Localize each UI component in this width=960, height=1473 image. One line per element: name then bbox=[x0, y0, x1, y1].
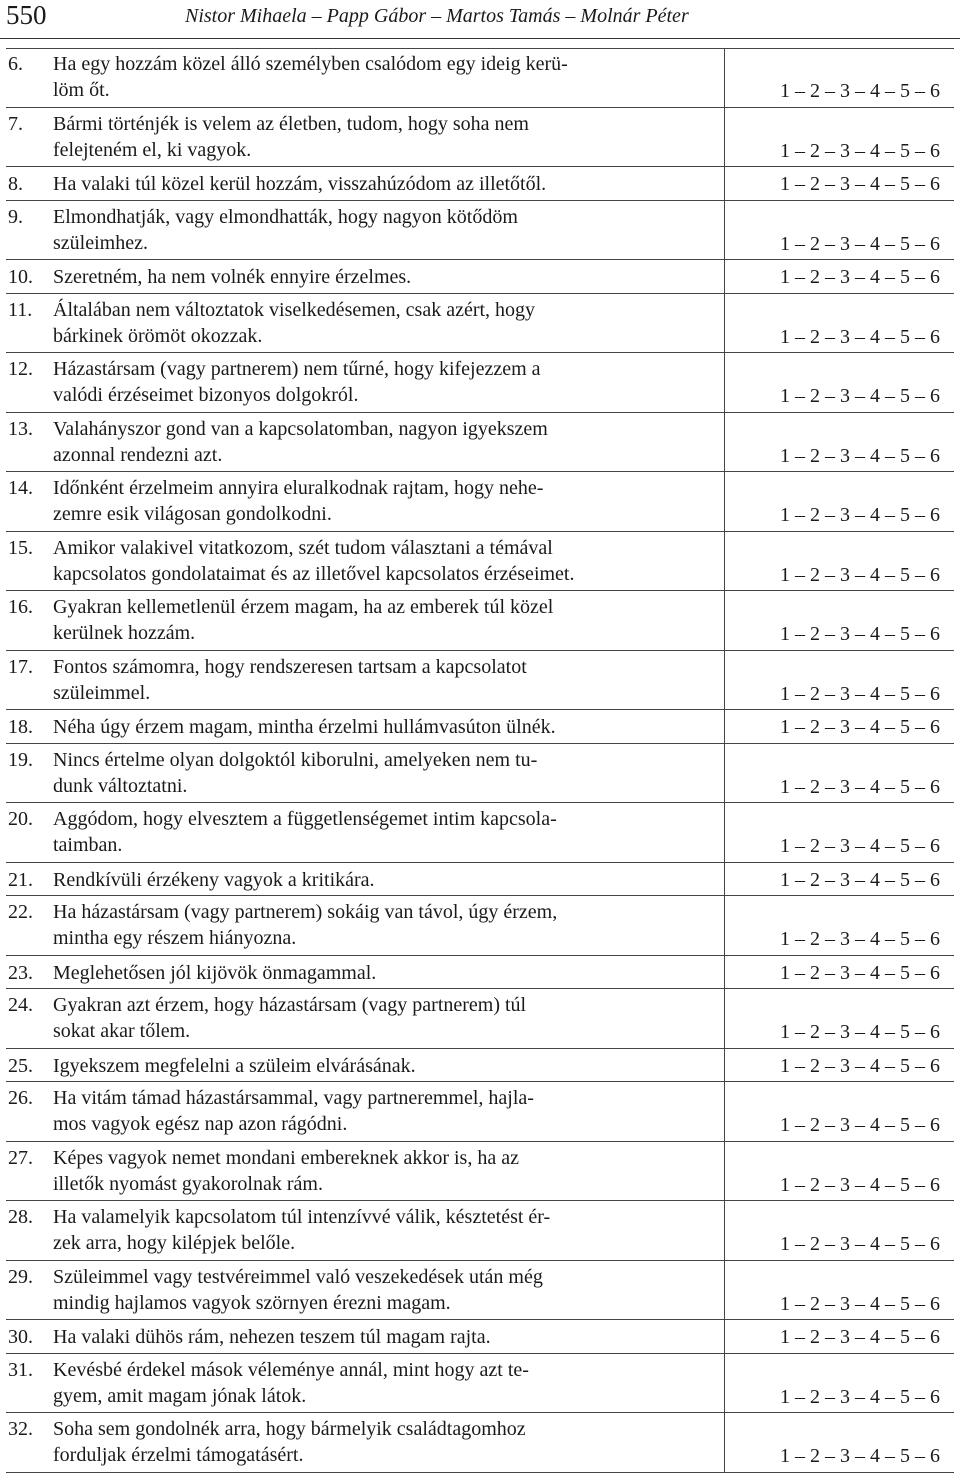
item-statement: Valahányszor gond van a kapcsolatomban, nagyon igyekszem azonnal rendezni azt. bbox=[53, 417, 548, 466]
item-statement: Soha sem gondolnék arra, hogy bármelyik családtagomhoz forduljak érzelmi támogatásért. bbox=[53, 1418, 526, 1466]
rating-scale: 1 – 2 – 3 – 4 – 5 – 6 bbox=[780, 1445, 940, 1467]
column-divider bbox=[724, 353, 725, 412]
item-number: 25. bbox=[8, 1054, 33, 1077]
column-divider bbox=[724, 1261, 725, 1320]
item-number: 31. bbox=[8, 1358, 33, 1381]
rating-scale: 1 – 2 – 3 – 4 – 5 – 6 bbox=[780, 1326, 940, 1348]
item-number: 23. bbox=[8, 961, 33, 984]
column-divider bbox=[724, 744, 725, 803]
table-row bbox=[6, 591, 954, 651]
item-statement: Néha úgy érzem magam, mintha érzelmi hullámvasúton ülnék. bbox=[53, 716, 556, 738]
rating-scale: 1 – 2 – 3 – 4 – 5 – 6 bbox=[780, 716, 940, 738]
page-number: 550 bbox=[6, 0, 47, 30]
table-row bbox=[6, 532, 954, 592]
table-row bbox=[6, 1261, 954, 1321]
item-number: 26. bbox=[8, 1087, 33, 1109]
rating-scale: 1 – 2 – 3 – 4 – 5 – 6 bbox=[780, 1114, 940, 1136]
rating-scale: 1 – 2 – 3 – 4 – 5 – 6 bbox=[780, 1021, 940, 1043]
rating-scale: 1 – 2 – 3 – 4 – 5 – 6 bbox=[780, 1385, 940, 1408]
header-rule bbox=[0, 38, 960, 39]
table-row bbox=[6, 863, 954, 897]
column-divider bbox=[724, 167, 725, 200]
rating-scale: 1 – 2 – 3 – 4 – 5 – 6 bbox=[780, 961, 940, 984]
column-divider bbox=[724, 294, 725, 353]
column-divider bbox=[724, 651, 725, 710]
item-statement: Ha vitám támad házastársammal, vagy partneremmel, hajla- mos vagyok egész nap azon rágódni. bbox=[53, 1087, 534, 1135]
rating-scale: 1 – 2 – 3 – 4 – 5 – 6 bbox=[780, 928, 940, 950]
item-number: 16. bbox=[8, 596, 33, 618]
column-divider bbox=[724, 1049, 725, 1082]
item-statement: Szeretném, ha nem volnék ennyire érzelmes. bbox=[53, 266, 412, 288]
rating-scale: 1 – 2 – 3 – 4 – 5 – 6 bbox=[780, 232, 940, 255]
item-statement: Elmondhatják, vagy elmondhatták, hogy nagyon kötődöm szüleimhez. bbox=[53, 205, 518, 254]
item-number: 19. bbox=[8, 748, 33, 771]
table-row bbox=[6, 1320, 954, 1354]
rating-scale: 1 – 2 – 3 – 4 – 5 – 6 bbox=[780, 139, 940, 162]
item-number: 27. bbox=[8, 1146, 33, 1169]
table-row bbox=[6, 201, 954, 261]
table-row bbox=[6, 413, 954, 473]
rating-scale: 1 – 2 – 3 – 4 – 5 – 6 bbox=[780, 1292, 940, 1315]
item-number: 9. bbox=[8, 205, 23, 228]
table-row bbox=[6, 167, 954, 201]
item-statement: Házastársam (vagy partnerem) nem tűrné, hogy kifejezzem a valódi érzéseimet bizonyos dolgokról. bbox=[53, 358, 541, 406]
column-divider bbox=[724, 1354, 725, 1413]
table-row bbox=[6, 48, 954, 108]
rating-scale: 1 – 2 – 3 – 4 – 5 – 6 bbox=[780, 682, 940, 705]
rating-scale: 1 – 2 – 3 – 4 – 5 – 6 bbox=[780, 563, 940, 586]
column-divider bbox=[724, 956, 725, 989]
table-row bbox=[6, 472, 954, 532]
column-divider bbox=[724, 201, 725, 260]
item-number: 8. bbox=[8, 173, 23, 195]
rating-scale: 1 – 2 – 3 – 4 – 5 – 6 bbox=[780, 385, 940, 407]
rating-scale: 1 – 2 – 3 – 4 – 5 – 6 bbox=[780, 504, 940, 526]
rating-scale: 1 – 2 – 3 – 4 – 5 – 6 bbox=[780, 1233, 940, 1255]
questionnaire-table bbox=[6, 48, 954, 1473]
item-statement: Ha valaki dühös rám, nehezen teszem túl magam rajta. bbox=[53, 1326, 491, 1348]
item-statement: Bármi történjék is velem az életben, tudom, hogy soha nem felejteném el, ki vagyok. bbox=[53, 112, 529, 161]
table-row bbox=[6, 1142, 954, 1202]
item-statement: Fontos számomra, hogy rendszeresen tartsam a kapcsolatot szüleimmel. bbox=[53, 655, 527, 704]
rating-scale: 1 – 2 – 3 – 4 – 5 – 6 bbox=[780, 173, 940, 195]
table-row bbox=[6, 1082, 954, 1142]
item-statement: Rendkívüli érzékeny vagyok a kritikára. bbox=[53, 868, 375, 891]
table-row bbox=[6, 989, 954, 1049]
item-number: 7. bbox=[8, 112, 23, 135]
column-divider bbox=[724, 260, 725, 293]
item-number: 21. bbox=[8, 868, 33, 891]
item-number: 28. bbox=[8, 1206, 33, 1228]
item-number: 32. bbox=[8, 1418, 33, 1440]
table-row bbox=[6, 260, 954, 294]
rating-scale: 1 – 2 – 3 – 4 – 5 – 6 bbox=[780, 775, 940, 798]
item-number: 11. bbox=[8, 298, 33, 321]
rating-scale: 1 – 2 – 3 – 4 – 5 – 6 bbox=[780, 1173, 940, 1196]
item-statement: Képes vagyok nemet mondani embereknek akkor is, ha az illetők nyomást gyakorolnak rám. bbox=[53, 1146, 519, 1195]
column-divider bbox=[724, 108, 725, 167]
item-statement: Gyakran azt érzem, hogy házastársam (vagy partnerem) túl sokat akar tőlem. bbox=[53, 994, 527, 1042]
item-number: 10. bbox=[8, 266, 33, 288]
table-row bbox=[6, 956, 954, 990]
rating-scale: 1 – 2 – 3 – 4 – 5 – 6 bbox=[780, 80, 940, 102]
item-statement: Ha házastársam (vagy partnerem) sokáig van távol, úgy érzem, mintha egy részem hiányozna. bbox=[53, 901, 558, 949]
item-number: 13. bbox=[8, 417, 33, 440]
table-row bbox=[6, 744, 954, 804]
item-number: 30. bbox=[8, 1326, 33, 1348]
column-divider bbox=[724, 896, 725, 955]
column-divider bbox=[724, 1413, 725, 1472]
item-number: 6. bbox=[8, 53, 23, 75]
item-statement: Szüleimmel vagy testvéreimmel való veszekedések után még mindig hajlamos vagyok szörnyen érezni magam. bbox=[53, 1265, 543, 1314]
table-row bbox=[6, 1201, 954, 1261]
table-row bbox=[6, 108, 954, 168]
item-statement: Igyekszem megfelelni a szüleim elvárásának. bbox=[53, 1054, 416, 1077]
item-statement: Ha valaki túl közel kerül hozzám, visszahúzódom az illetőtől. bbox=[53, 173, 547, 195]
column-divider bbox=[724, 1082, 725, 1141]
rating-scale: 1 – 2 – 3 – 4 – 5 – 6 bbox=[780, 266, 940, 288]
table-row bbox=[6, 803, 954, 863]
item-statement: Gyakran kellemetlenül érzem magam, ha az emberek túl közel kerülnek hozzám. bbox=[53, 596, 554, 644]
item-number: 12. bbox=[8, 358, 33, 380]
column-divider bbox=[724, 863, 725, 896]
item-number: 29. bbox=[8, 1265, 33, 1288]
item-number: 15. bbox=[8, 536, 33, 559]
item-statement: Meglehetősen jól kijövök önmagammal. bbox=[53, 961, 377, 984]
rating-scale: 1 – 2 – 3 – 4 – 5 – 6 bbox=[780, 444, 940, 467]
running-head: Nistor Mihaela – Papp Gábor – Martos Tamás – Molnár Péter bbox=[185, 5, 689, 27]
table-row bbox=[6, 710, 954, 744]
item-number: 24. bbox=[8, 994, 33, 1016]
rating-scale: 1 – 2 – 3 – 4 – 5 – 6 bbox=[780, 623, 940, 645]
item-statement: Ha valamelyik kapcsolatom túl intenzívvé válik, késztetést ér- zek arra, hogy kilépjek belőle. bbox=[53, 1206, 551, 1254]
item-statement: Időnként érzelmeim annyira eluralkodnak rajtam, hogy nehe- zemre esik világosan gondolkodni. bbox=[53, 477, 544, 525]
column-divider bbox=[724, 803, 725, 862]
rating-scale: 1 – 2 – 3 – 4 – 5 – 6 bbox=[780, 835, 940, 857]
column-divider bbox=[724, 710, 725, 743]
item-number: 22. bbox=[8, 901, 33, 923]
table-row bbox=[6, 1413, 954, 1473]
item-statement: Amikor valakivel vitatkozom, szét tudom választani a témával kapcsolatos gondolataimat és az illetővel kapcsolatos érzéseimet. bbox=[53, 536, 575, 585]
column-divider bbox=[724, 413, 725, 472]
column-divider bbox=[724, 532, 725, 591]
rating-scale: 1 – 2 – 3 – 4 – 5 – 6 bbox=[780, 1054, 940, 1077]
item-number: 18. bbox=[8, 716, 33, 738]
table-row bbox=[6, 651, 954, 711]
item-number: 17. bbox=[8, 655, 33, 678]
rating-scale: 1 – 2 – 3 – 4 – 5 – 6 bbox=[780, 325, 940, 348]
item-statement: Ha egy hozzám közel álló személyben csalódom egy ideig kerü- löm őt. bbox=[53, 53, 568, 101]
item-number: 20. bbox=[8, 808, 33, 830]
item-number: 14. bbox=[8, 477, 33, 499]
table-row bbox=[6, 353, 954, 413]
column-divider bbox=[724, 1201, 725, 1260]
item-statement: Aggódom, hogy elvesztem a függetlenségemet intim kapcsola- taimban. bbox=[53, 808, 557, 856]
item-statement: Kevésbé érdekel mások véleménye annál, mint hogy azt te- gyem, amit magam jónak látok. bbox=[53, 1358, 529, 1407]
column-divider bbox=[724, 48, 725, 107]
table-row bbox=[6, 1049, 954, 1083]
column-divider bbox=[724, 1320, 725, 1353]
item-statement: Általában nem változtatok viselkedésemen, csak azért, hogy bárkinek örömöt okozzak. bbox=[53, 298, 536, 347]
item-statement: Nincs értelme olyan dolgoktól kiborulni, amelyeken nem tu- dunk változtatni. bbox=[53, 748, 538, 797]
rating-scale: 1 – 2 – 3 – 4 – 5 – 6 bbox=[780, 868, 940, 891]
table-row bbox=[6, 896, 954, 956]
column-divider bbox=[724, 472, 725, 531]
column-divider bbox=[724, 591, 725, 650]
table-row bbox=[6, 1354, 954, 1414]
column-divider bbox=[724, 989, 725, 1048]
table-row bbox=[6, 294, 954, 354]
column-divider bbox=[724, 1142, 725, 1201]
